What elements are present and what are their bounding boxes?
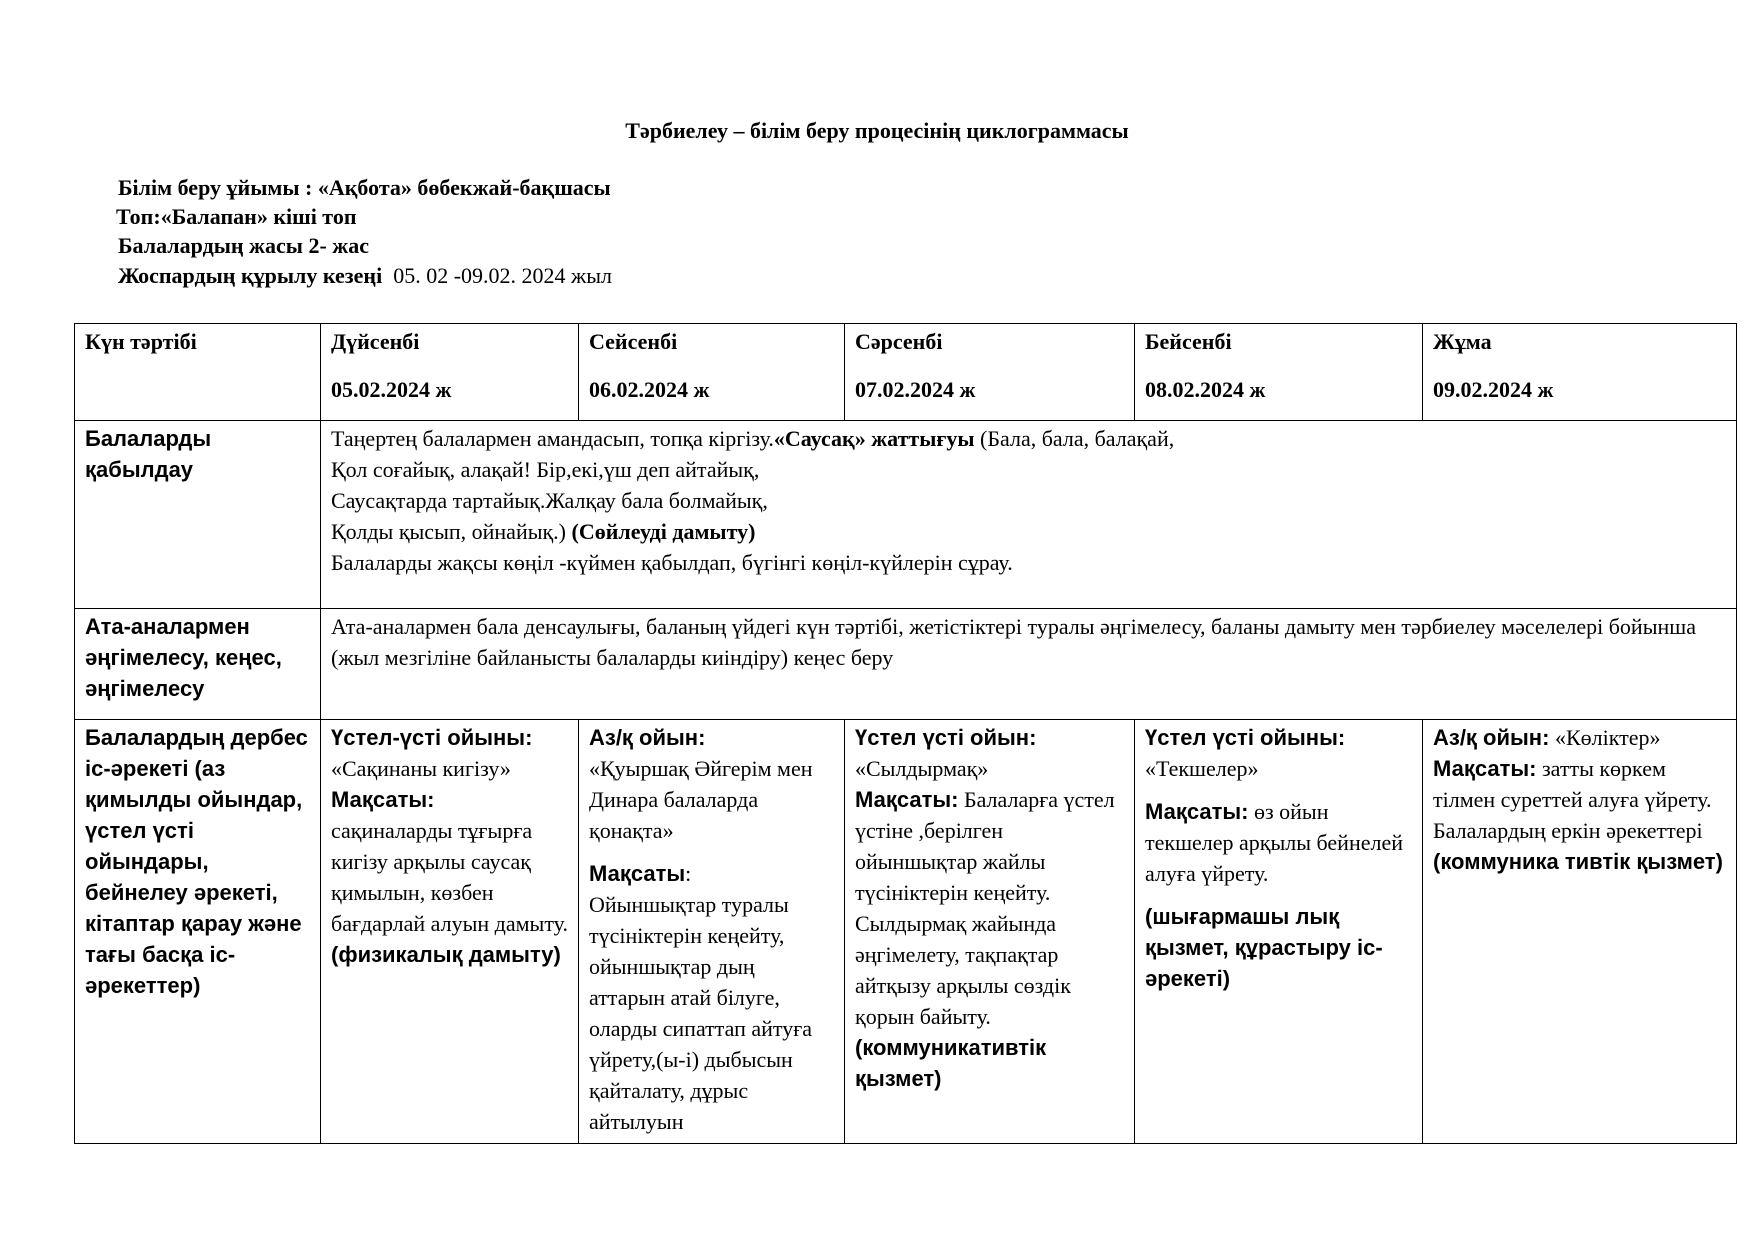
education-area: (физикалық дамыту) (331, 942, 561, 967)
reception-line-2: Қол соғайық, алақай! Бір,екі,үш деп айтайық, (331, 457, 760, 482)
header-day-friday (1423, 324, 1737, 421)
parents-content-cell (321, 609, 1737, 720)
activity-thursday-cell (1135, 720, 1423, 1144)
header-day-monday (321, 324, 579, 421)
period-label: Жоспардың құрылу кезеңі (118, 263, 383, 288)
game-name: «Текшелер» (1145, 756, 1259, 781)
header-schedule-cell (75, 324, 321, 421)
reception-line-3: Саусақтарда тартайық.Жалқау бала болмайық, (331, 488, 768, 513)
activity-tuesday-cell (579, 720, 845, 1144)
activity-monday-cell (321, 720, 579, 1144)
day-date: 05.02.2024 ж (331, 377, 452, 402)
group-line: Топ:«Балапан» кіші топ (116, 204, 357, 229)
education-area: (коммуника тивтік қызмет) (1433, 849, 1723, 874)
day-date: 09.02.2024 ж (1433, 377, 1554, 402)
game-label: Үстел үсті ойын: (855, 725, 1037, 750)
header-day-wednesday (845, 324, 1135, 421)
header-day-thursday (1135, 324, 1423, 421)
reception-label-cell (75, 421, 321, 609)
day-name: Дүйсенбі (331, 329, 420, 354)
activity-wednesday-cell (845, 720, 1135, 1144)
game-label: Үстел үсті ойыны: (1145, 725, 1346, 750)
day-date: 06.02.2024 ж (589, 377, 710, 402)
goal-text: Мақсаты: затты көркем тілмен суреттей алуға үйрету. Балалардың еркін әрекеттері (коммуника тивтік қызмет) (1433, 756, 1723, 874)
document-title: Тәрбиелеу – білім беру процесінің циклограммасы (625, 118, 1129, 143)
goal-text: Мақсаты: Балаларға үстел үстіне ,берілген ойыншықтар жайлы түсініктерін кеңейту. Сылдырмақ жайында әңгімелету, тақпақтар айтқызу арқылы сөздік қорын байыту. (855, 787, 1115, 1029)
reception-line-1: Таңертең балалармен амандасып, топқа кіргізу.«Саусақ» жаттығуы (Бала, бала, балақай, (331, 426, 1175, 451)
header-row (75, 324, 1737, 421)
game-name: «Сылдырмақ» (855, 756, 989, 781)
reception-line-5: Балаларды жақсы көңіл -күймен қабылдап, бүгінгі көңіл-күйлерін сұрау. (331, 550, 1013, 575)
day-name: Бейсенбі (1145, 329, 1232, 354)
goal-text: сақиналарды тұғырға кигізу арқылы саусақ қимылын, көзбен бағдарлай алуын дамыту. (физикалық дамыту) (331, 818, 568, 967)
day-date: 08.02.2024 ж (1145, 377, 1266, 402)
activity-friday-cell (1423, 720, 1737, 1144)
goal-label: Мақсаты: (331, 787, 435, 812)
game-line: Аз/қ ойын: «Көліктер» (1433, 725, 1661, 750)
period-line (118, 262, 612, 290)
parents-row (75, 609, 1737, 720)
activity-label-cell (75, 720, 321, 1144)
game-label: Үстел-үсті ойыны: (331, 725, 533, 750)
game-name: «Сақинаны кигізу» (331, 756, 511, 781)
parents-label-cell (75, 609, 321, 720)
header-day-tuesday (579, 324, 845, 421)
game-name: «Қуыршақ Әйгерім мен Динара балаларда қонақта» (589, 756, 813, 843)
goal-text: Мақсаты: өз ойын текшелер арқылы бейнелей алуға үйрету. (1145, 799, 1404, 886)
parents-text: Ата-аналармен бала денсаулығы, баланың үйдегі күн тәртібі, жетістіктері туралы әңгімелесу, баланы дамыту мен тәрбиелеу мәселелері бойынша (жыл мезгіліне байланысты балаларды киіндіру) кеңес беру (331, 614, 1696, 670)
goal-label: Мақсаты: (589, 861, 692, 886)
goal-text: Ойыншықтар туралы түсініктерін кеңейту, ойыншықтар дың аттарын атай білуге, оларды сипаттап айтуға үйрету,(ы-і) дыбысын қайталату, дұрыс айтылуын (589, 892, 813, 1134)
game-label: Аз/қ ойын: (589, 725, 706, 750)
age-line: Балалардың жасы 2- жас (118, 233, 369, 258)
period-value: 05. 02 -09.02. 2024 жыл (393, 263, 612, 288)
org-line: Білім беру ұйымы : «Ақбота» бөбекжай-бақшасы (118, 175, 611, 200)
reception-label: Балаларды қабылдау (85, 426, 212, 482)
day-name: Сәрсенбі (855, 329, 943, 354)
reception-content-cell (321, 421, 1737, 609)
education-area: (коммуникативтік қызмет) (855, 1035, 1047, 1091)
day-date: 07.02.2024 ж (855, 377, 976, 402)
parents-label: Ата-аналармен әңгімелесу, кеңес, әңгімелесу (85, 614, 282, 701)
day-name: Жұма (1433, 329, 1492, 354)
activity-row (75, 720, 1737, 1144)
education-area: (шығармашы лық қызмет, құрастыру іс-әрекеті) (1145, 904, 1383, 991)
cyclogram-table (74, 323, 1737, 1144)
day-name: Сейсенбі (589, 329, 678, 354)
reception-line-4: Қолды қысып, ойнайық.) (Сөйлеуді дамыту) (331, 519, 756, 544)
reception-row (75, 421, 1737, 609)
activity-label: Балалардың дербес іс-әрекеті (аз қимылды ойындар, үстел үсті ойындары, бейнелеу әрекеті, кітаптар қарау және тағы басқа іс-әрекеттер) (85, 725, 308, 998)
header-schedule-label: Күн тәртібі (85, 329, 197, 354)
